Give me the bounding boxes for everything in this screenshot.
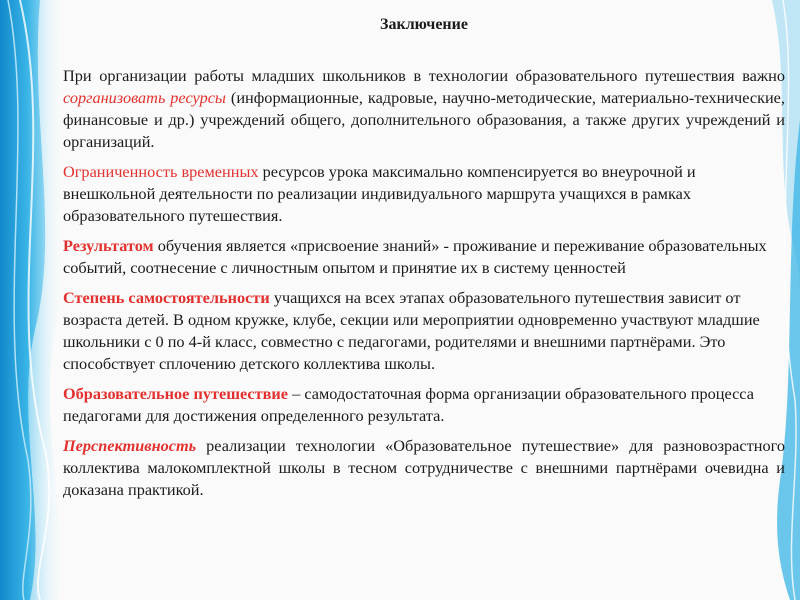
highlight-term: Ограниченность временных [63,162,259,181]
slide-title: Заключение [380,16,468,33]
paragraph-text: ресурсов урока максимально компенсируется во внеурочной и внешкольной деятельности по реализации индивидуального маршрута учащихся в рамках образовательного путешествия. [63,162,696,225]
highlight-term: Перспективность [63,436,197,455]
paragraph-text: реализации технологии «Образовательное путешествие» для разновозрастного коллектива малокомплектной школы в тесном сотрудничестве с внешними партнёрами очевидна и доказана практикой. [63,436,785,499]
paragraph-4 [63,287,785,375]
paragraph-6 [63,435,785,501]
paragraph-5 [63,383,785,427]
paragraph-text: обучения является «присвоение знаний» - проживание и переживание образовательных событий, соотнесение с личностным опытом и принятие их в систему ценностей [63,236,767,277]
paragraph-text: учащихся на всех этапах образовательного путешествия зависит от возраста детей. В одном кружке, клубе, секции или мероприятии одновременно участвуют младшие школьники с 0 по 4-й класс, совместно с педагогами, родителями и внешними партнёрами. Это способствует сплочению детского коллектива школы. [63,288,760,373]
paragraph-1 [63,65,785,153]
highlight-term: Образовательное путешествие [63,384,289,403]
paragraphs [63,65,785,501]
paragraph-text: При организации работы младших школьников в технологии образовательного путешествия важно [63,66,785,85]
paragraph-3 [63,235,785,279]
paragraph-2 [63,161,785,227]
highlight-term: сорганизовать ресурсы [63,88,226,107]
highlight-term: Степень самостоятельности [63,288,270,307]
highlight-term: Результатом [63,236,154,255]
text-block [63,14,785,509]
paragraph-text: – самодостаточная форма организации образовательного процесса педагогами для достижения определенного результата. [63,384,754,425]
paragraph-text: (информационные, кадровые, научно-методические, материально-технические, финансовые и др.) учреждений общего, дополнительного образования, а также других учреждений и организаций. [63,88,785,151]
